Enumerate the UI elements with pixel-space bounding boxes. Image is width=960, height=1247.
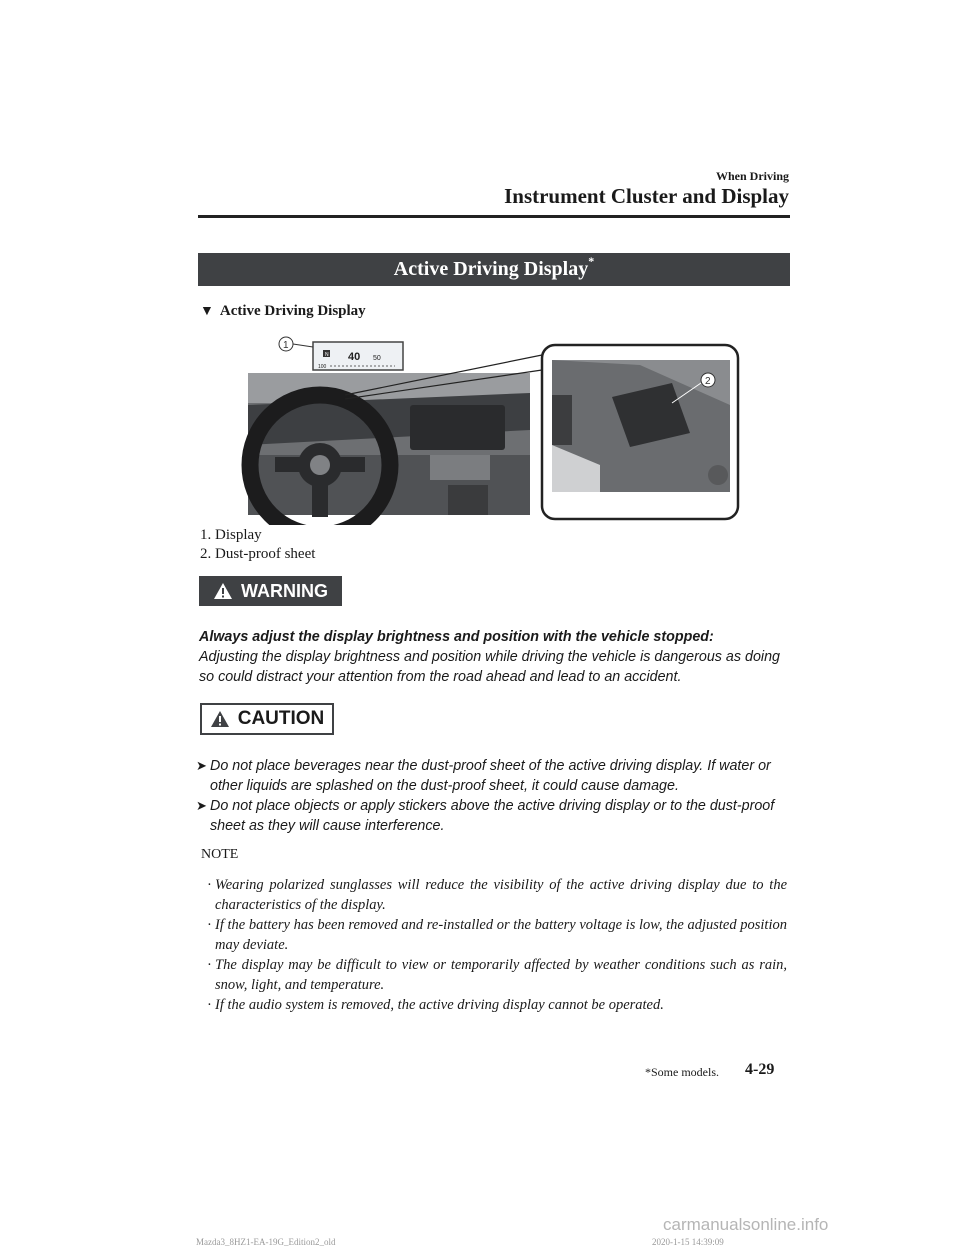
- note-item: · If the battery has been removed and re-installed or the battery voltage is low, the adjusted position may deviate.: [207, 917, 787, 953]
- hud-gear: N: [325, 352, 329, 358]
- dot-bullet-icon: ·: [207, 917, 212, 933]
- warning-heading: Always adjust the display brightness and position with the vehicle stopped:: [199, 629, 714, 645]
- dot-bullet-icon: ·: [207, 997, 212, 1013]
- some-models-footnote: *Some models.: [645, 1065, 719, 1079]
- caution-item: ➤ Do not place objects or apply stickers above the active driving display or to the dust-proof sheet as they will cause interference.: [196, 798, 775, 834]
- file-timestamp: 2020-1-15 14:39:09: [652, 1237, 724, 1247]
- dashboard-illustration: [240, 335, 750, 525]
- svg-text:2: 2: [705, 376, 711, 387]
- header-rule: [198, 215, 790, 218]
- subheading-text: Active Driving Display: [219, 303, 366, 319]
- subheading: [200, 303, 366, 320]
- note-item: · If the audio system is removed, the active driving display cannot be operated.: [207, 997, 664, 1013]
- triangle-down-icon: ▼: [200, 304, 214, 319]
- section-title-band: [198, 253, 790, 286]
- figure-legend: [200, 526, 315, 564]
- dot-bullet-icon: ·: [207, 957, 212, 973]
- hud-limit: 50: [373, 355, 381, 362]
- warning-label: WARNING: [241, 580, 328, 601]
- note-item: · The display may be difficult to view or temporarily affected by weather conditions such as rain, snow, light, and temperature.: [207, 957, 787, 993]
- warning-body: Adjusting the display brightness and position while driving the vehicle is dangerous as doing so could distract your attention from the road ahead and lead to an accident.: [199, 649, 780, 685]
- section-title: Active Driving Display: [393, 258, 589, 280]
- dashboard-figure: [240, 335, 750, 525]
- caution-item: ➤ Do not place beverages near the dust-proof sheet of the active driving display. If water or other liquids are splashed on the dust-proof sheet, it could cause damage.: [196, 758, 771, 794]
- arrow-bullet-icon: ➤: [196, 798, 207, 813]
- note-item: · Wearing polarized sunglasses will reduce the visibility of the active driving display due to the characteristics of the display.: [207, 877, 787, 913]
- page-title: Instrument Cluster and Display: [504, 184, 789, 208]
- caution-label: CAUTION: [237, 708, 325, 729]
- hud-scale-start: 100: [318, 364, 327, 370]
- warning-triangle-icon: [213, 582, 233, 600]
- watermark: carmanualsonline.info: [663, 1215, 829, 1234]
- svg-text:1: 1: [283, 340, 289, 351]
- arrow-bullet-icon: ➤: [196, 758, 207, 773]
- caution-triangle-icon: [210, 710, 230, 728]
- hud-speed: 40: [348, 351, 361, 363]
- section-label: When Driving: [715, 169, 789, 183]
- legend-item: 1. Display: [200, 527, 262, 543]
- page-number: 4-29: [745, 1061, 775, 1078]
- legend-item: 2. Dust-proof sheet: [200, 546, 316, 562]
- file-name: Mazda3_8HZ1-EA-19G_Edition2_old: [196, 1237, 336, 1247]
- dot-bullet-icon: ·: [207, 877, 212, 893]
- note-label: NOTE: [201, 847, 239, 862]
- warning-badge: [199, 576, 342, 606]
- caution-badge: [200, 703, 334, 735]
- some-models-marker: *: [588, 254, 595, 268]
